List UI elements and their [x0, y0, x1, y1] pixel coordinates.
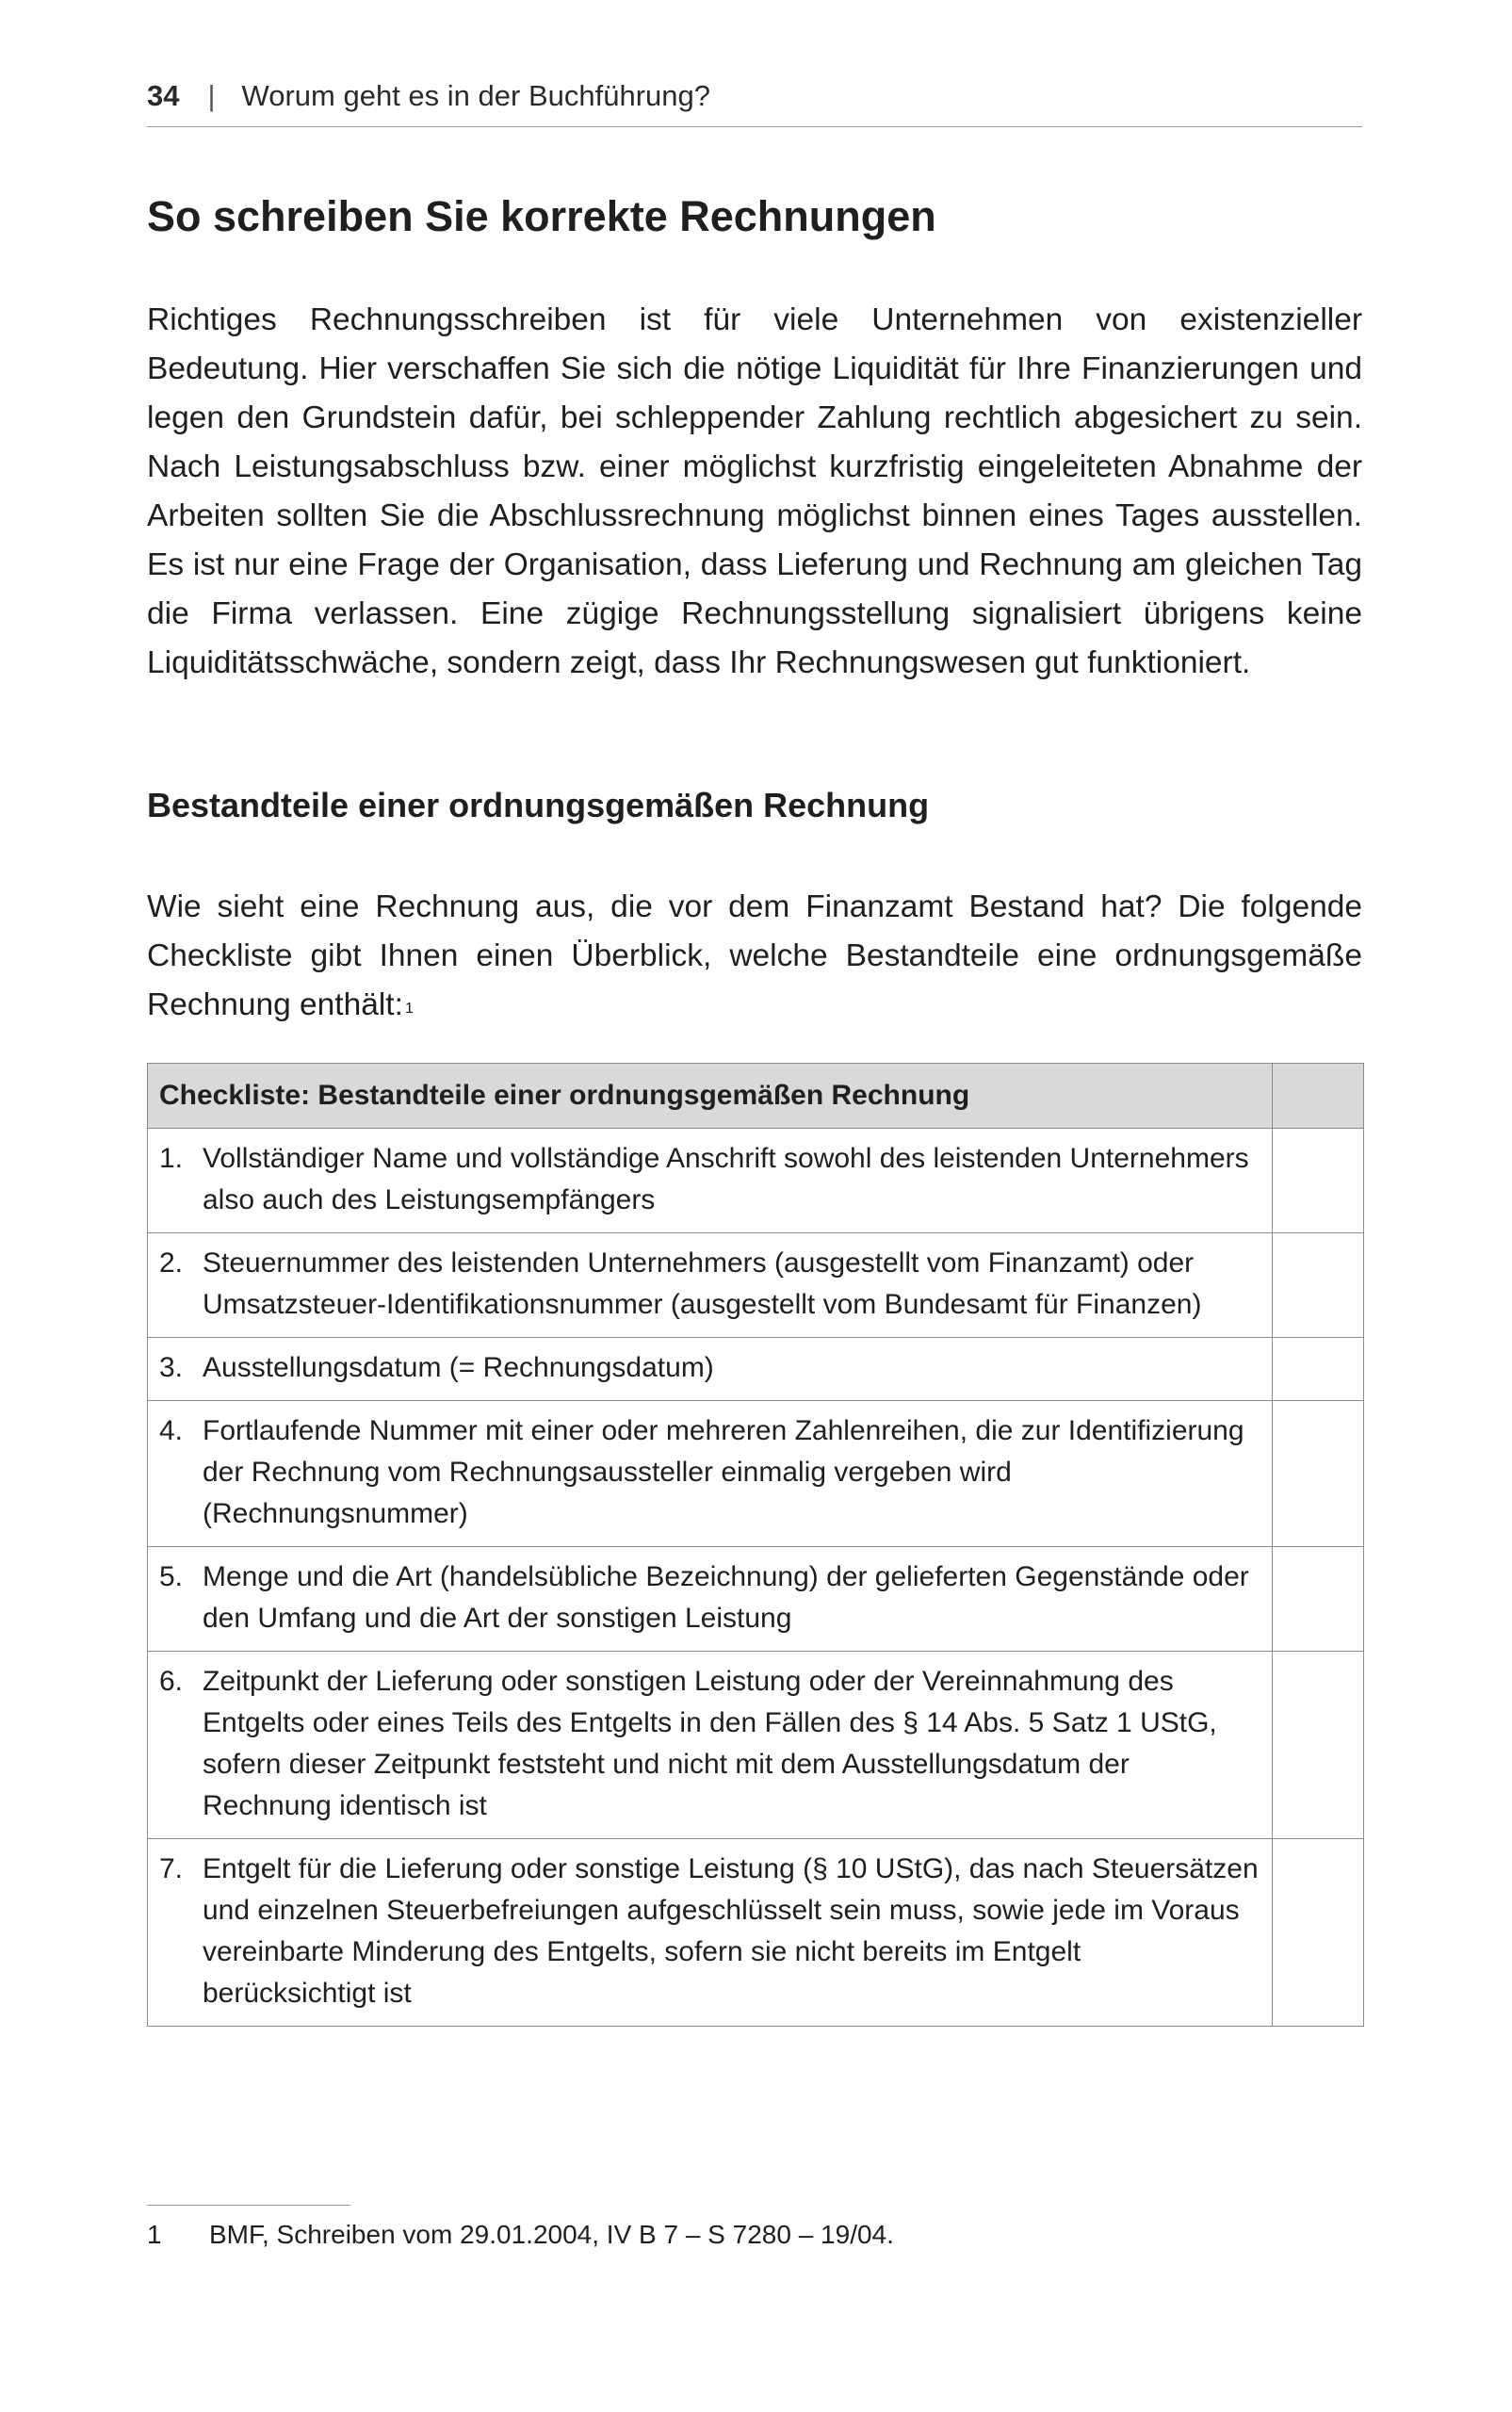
checkbox-column-header — [1273, 1064, 1364, 1129]
checklist-item-text: Menge und die Art (handelsübliche Bezeichnung) der gelieferten Gegenstände oder den Umfang und die Art der sonstigen Leistung — [203, 1561, 1249, 1634]
footnote-reference[interactable]: 1 — [404, 1001, 414, 1017]
checklist-checkbox[interactable] — [1273, 1233, 1364, 1338]
checklist-item-number: 4. — [159, 1415, 184, 1446]
footnote-divider — [147, 2205, 350, 2206]
footnote-number: 1 — [147, 2220, 162, 2249]
checklist-table — [147, 1063, 1364, 2027]
checklist-checkbox[interactable] — [1273, 1652, 1364, 1839]
checklist-item-content — [159, 1410, 1260, 1535]
checklist-item-content — [159, 1347, 1260, 1389]
checklist-item — [148, 1547, 1273, 1652]
footnote — [147, 2216, 894, 2254]
checklist-item-content — [159, 1849, 1260, 2014]
checklist-item-text: Steuernummer des leistenden Unternehmers (ausgestellt vom Finanzamt) oder Umsatzsteuer-Identifikationsnummer (ausgestellt vom Bundesamt für Finanzen) — [203, 1247, 1202, 1320]
checklist-checkbox[interactable] — [1273, 1839, 1364, 2027]
checklist-row — [148, 1547, 1364, 1652]
checklist-header: Checkliste: Bestandteile einer ordnungsgemäßen Rechnung — [148, 1064, 1273, 1129]
lead-paragraph — [147, 883, 1362, 1030]
checklist-row — [148, 1129, 1364, 1233]
running-header — [147, 77, 1362, 127]
checklist-item-text: Zeitpunkt der Lieferung oder sonstigen Leistung oder der Vereinnahmung des Entgelts oder eines Teils des Entgelts in den Fällen des § 14 Abs. 5 Satz 1 UStG, sofern dieser Zeitpunkt feststeht und nicht mit dem Ausstellungsdatum der Rechnung identisch ist — [203, 1666, 1217, 1821]
checklist-header-row — [148, 1064, 1364, 1129]
checklist-item-content — [159, 1556, 1260, 1639]
chapter-title: Worum geht es in der Buchführung? — [241, 79, 710, 112]
footnote-text: BMF, Schreiben vom 29.01.2004, IV B 7 – S 7280 – 19/04. — [209, 2220, 894, 2249]
checklist-item-content — [159, 1661, 1260, 1827]
checklist-item-text: Fortlaufende Nummer mit einer oder mehreren Zahlenreihen, die zur Identifizierung der Rechnung vom Rechnungsaussteller einmalig vergeben wird (Rechnungsnummer) — [203, 1415, 1244, 1529]
checklist-item-number: 6. — [159, 1666, 184, 1697]
checklist-checkbox[interactable] — [1273, 1401, 1364, 1547]
checklist-item-number: 2. — [159, 1247, 184, 1279]
checklist-item — [148, 1401, 1273, 1547]
intro-paragraph: Richtiges Rechnungsschreiben ist für viele Unternehmen von existenzieller Bedeutung. Hier verschaffen Sie sich die nötige Liquidität für Ihre Finanzierungen und legen den Grundstein dafür, bei schleppender Zahlung rechtlich abgesichert zu sein. Nach Leistungsabschluss bzw. einer möglichst kurzfristig eingeleiteten Abnahme der Arbeiten sollten Sie die Abschlussrechnung möglichst binnen eines Tages ausstellen. Es ist nur eine Frage der Organisation, dass Lieferung und Rechnung am gleichen Tag die Firma verlassen. Eine zügige Rechnungsstellung signalisiert übrigens keine Liquiditätsschwäche, sondern zeigt, dass Ihr Rechnungswesen gut funktioniert. — [147, 302, 1362, 680]
checklist-item — [148, 1338, 1273, 1401]
checklist-checkbox[interactable] — [1273, 1338, 1364, 1401]
checklist-item-number: 5. — [159, 1561, 184, 1592]
subsection-title: Bestandteile einer ordnungsgemäßen Rechnung — [147, 786, 930, 824]
checklist-row — [148, 1401, 1364, 1547]
section-title: So schreiben Sie korrekte Rechnungen — [147, 192, 936, 240]
checklist-row — [148, 1652, 1364, 1839]
checklist-row — [148, 1839, 1364, 2027]
checklist-item — [148, 1129, 1273, 1233]
checklist-body — [148, 1129, 1364, 2027]
checklist-checkbox[interactable] — [1273, 1129, 1364, 1233]
checklist-item-content — [159, 1138, 1260, 1221]
checklist-item-number: 3. — [159, 1352, 184, 1383]
lead-text: Wie sieht eine Rechnung aus, die vor dem Finanzamt Bestand hat? Die folgende Checkliste gibt Ihnen einen Überblick, welche Bestandteile eine ordnungsgemäße Rechnung enthält: — [147, 889, 1362, 1022]
checklist-item-text: Ausstellungsdatum (= Rechnungsdatum) — [203, 1352, 714, 1383]
checklist-item-number: 7. — [159, 1853, 184, 1884]
checklist-item — [148, 1233, 1273, 1338]
checklist-row — [148, 1338, 1364, 1401]
checklist-item-number: 1. — [159, 1143, 184, 1174]
checklist-item-text: Vollständiger Name und vollständige Anschrift sowohl des leistenden Unternehmers also auch des Leistungsempfängers — [203, 1143, 1249, 1215]
checklist-row — [148, 1233, 1364, 1338]
checklist-item — [148, 1652, 1273, 1839]
checklist-checkbox[interactable] — [1273, 1547, 1364, 1652]
header-separator: | — [207, 79, 216, 112]
page-number: 34 — [147, 79, 180, 112]
checklist-item — [148, 1839, 1273, 2027]
checklist-item-text: Entgelt für die Lieferung oder sonstige Leistung (§ 10 UStG), das nach Steuersätzen und einzelnen Steuerbefreiungen aufgeschlüsselt sein muss, sowie jede im Voraus vereinbarte Minderung des Entgelts, sofern sie nicht bereits im Entgelt berücksichtigt ist — [203, 1853, 1259, 2009]
checklist-item-content — [159, 1243, 1260, 1326]
